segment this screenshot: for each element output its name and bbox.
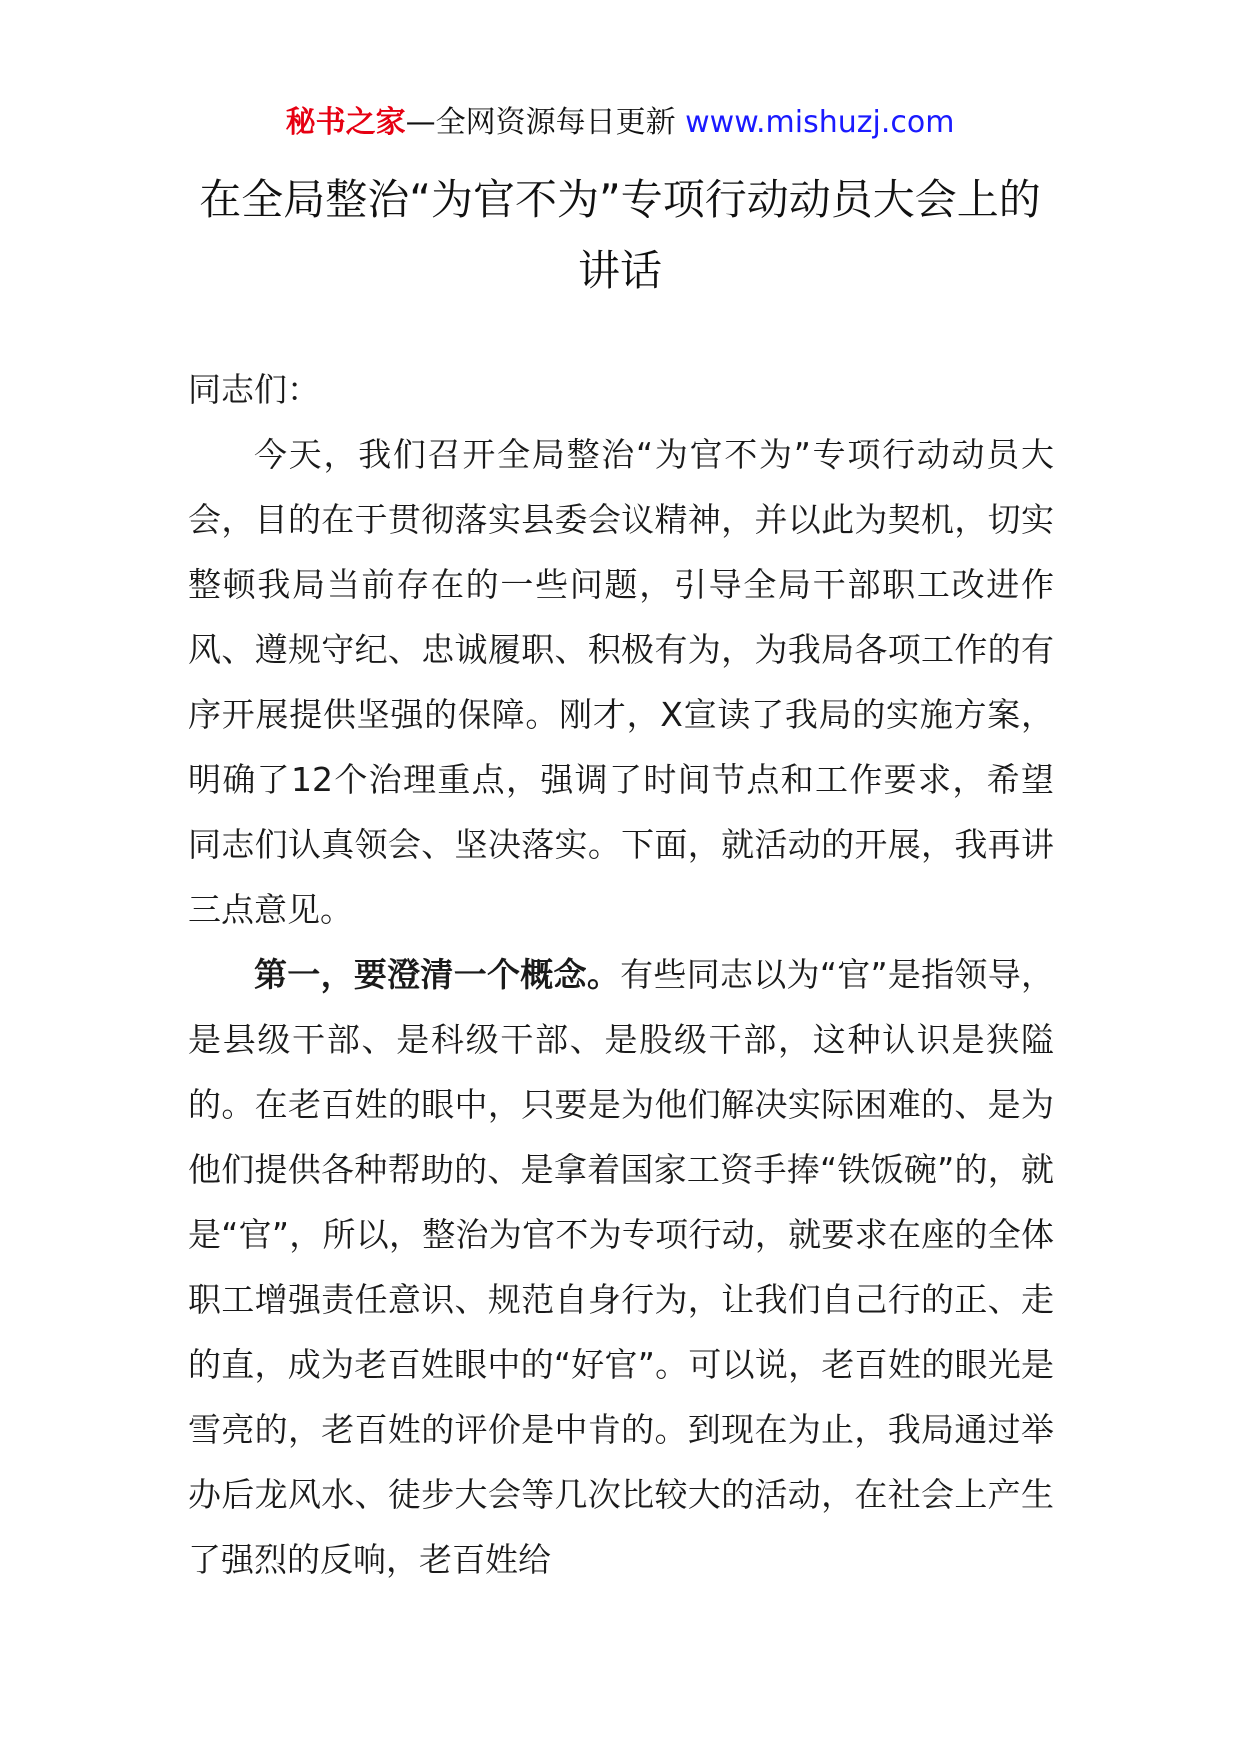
- document-title: 在全局整治“为官不为”专项行动动员大会上的讲话: [199, 175, 1041, 295]
- brand-name: 秘书之家: [285, 105, 406, 140]
- paragraph-2-lead: 第一，要澄清一个概念。: [254, 955, 621, 994]
- watermark-header: [0, 101, 1240, 145]
- paragraph-1-text: 今天，我们召开全局整治“为官不为”专项行动动员大会，目的在于贯彻落实县委会议精神，并以此为契机，切实整顿我局当前存在的一些问题，引导全局干部职工改进作风、遵规守纪、忠诚履职、积极有为，为我局各项工作的有序开展提供坚强的保障。刚才，X宣读了我局的实施方案，明确了12个治理重点，强调了时间节点和工作要求，希望同志们认真领会、坚决落实。下面，就活动的开展，我再讲三点意见。: [188, 435, 1054, 929]
- salutation: 同志们：: [188, 370, 320, 409]
- paragraph-2-text: 有些同志以为“官”是指领导，是县级干部、是科级干部、是股级干部，这种认识是狭隘的。在老百姓的眼中，只要是为他们解决实际困难的、是为他们提供各种帮助的、是拿着国家工资手捧“铁饭碗”的，就是“官”，所以，整治为官不为专项行动，就要求在座的全体职工增强责任意识、规范自身行为，让我们自己行的正、走的直，成为老百姓眼中的“好官”。可以说，老百姓的眼光是雪亮的，老百姓的评价是中肯的。到现在为止，我局通过举办后龙风水、徒步大会等几次比较大的活动，在社会上产生了强烈的反响，老百姓给: [188, 955, 1054, 1579]
- site-url-link[interactable]: www.mishuzj.com: [685, 105, 955, 140]
- header-tagline: —全网资源每日更新: [405, 105, 686, 140]
- paragraph-1: [188, 422, 1054, 942]
- paragraph-2: [188, 942, 1054, 1592]
- document-body: [188, 357, 1054, 1592]
